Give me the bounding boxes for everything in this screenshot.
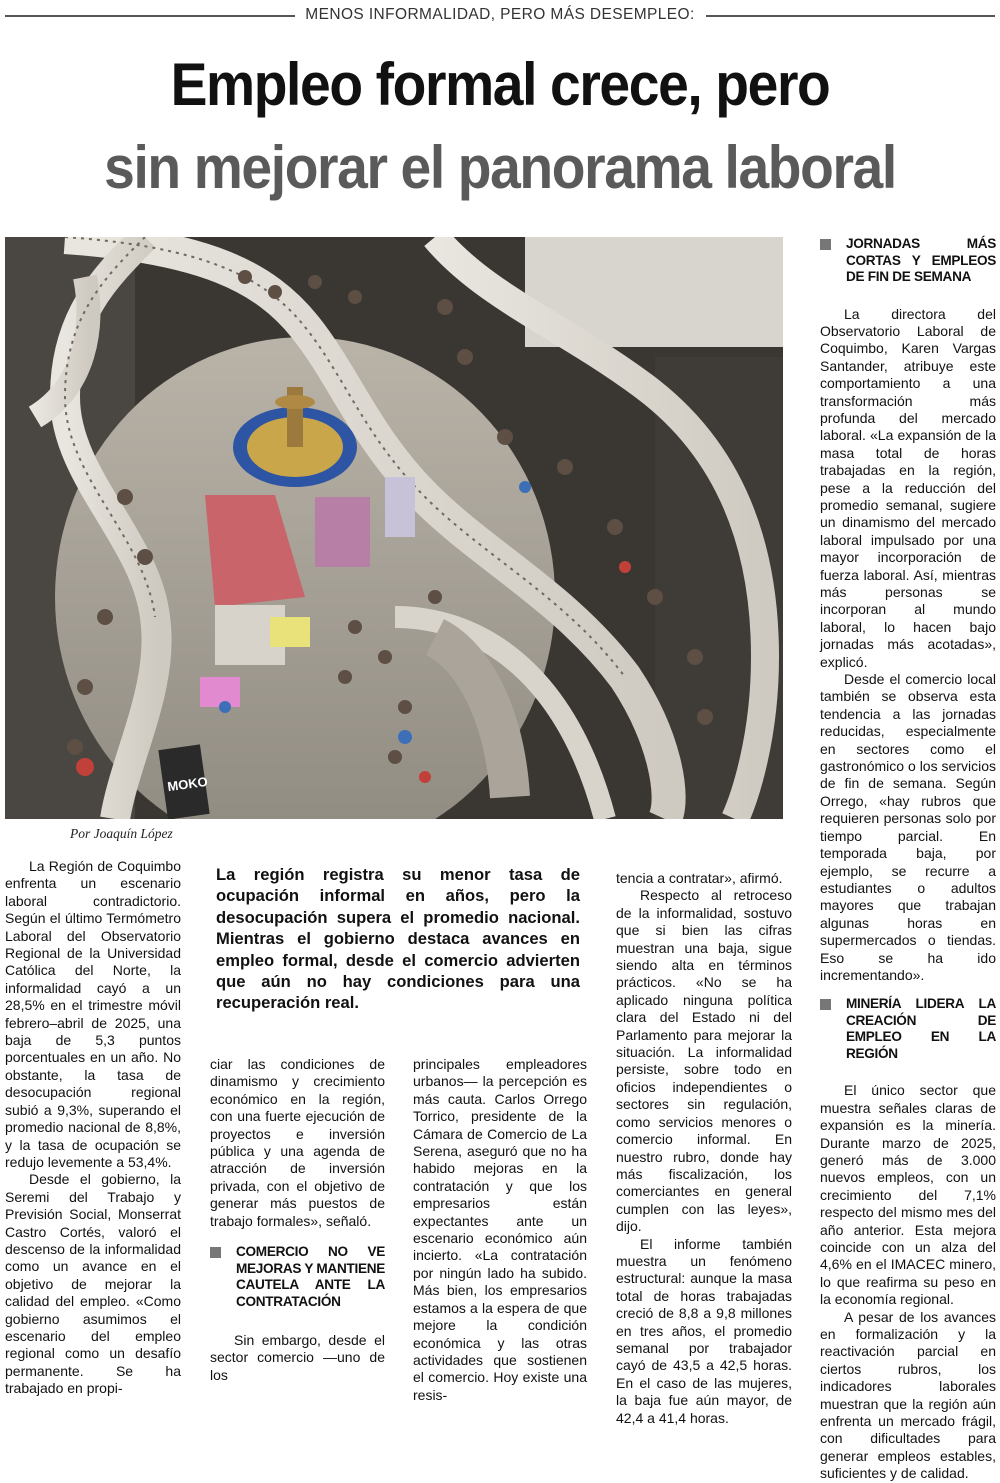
subhead-square-icon — [820, 999, 831, 1010]
headline-line-2: sin mejorar el panorama laboral — [104, 134, 896, 201]
paragraph: A pesar de los avances en formalización y la reactivación parcial en ciertos rubros, los indicadores laborales muestran que la región aún enfrenta un mercado frágil, con dificultades para generar empleos estables, suficientes y de calidad. — [820, 1308, 996, 1482]
kicker-bar — [0, 4, 1000, 26]
subhead-jornadas-text: JORNADAS MÁS CORTAS Y EMPLEOS DE FIN DE SEMANA — [846, 236, 996, 284]
paragraph: Desde el comercio local también se observa esta tendencia a las jornadas reducidas, especialmente en sectores como el gastronómico o los servicios de fin de semana. Según Orrego, «hay rubros que requieren personas solo por tiempo parcial. En temporada baja, por ejemplo, se recurre a estudiantes o adultos mayores que trabajan algunas horas en supermercados o tiendas. Eso se ha ido incrementando». — [820, 671, 996, 983]
lead-summary: La región registra su menor tasa de ocupación informal en años, pero la desocupación supera el promedio nacional. Mientras el gobierno destaca avances en empleo formal, desde el comercio advierten que aún no hay condiciones para una recuperación real. — [216, 865, 580, 1013]
headline-line-1: Empleo formal crece, pero — [170, 51, 830, 118]
paragraph: tencia a contratar», afirmó. — [616, 870, 783, 886]
column-5 — [820, 236, 996, 1483]
paragraph: El único sector que muestra señales claras de expansión es la minería. Durante marzo de 2025, generó más de 3.000 nuevos empleos, con un crecimiento del 7,1% respecto del mismo mes del año anterior. Esta mejora coincide con un alza del 4,6% en el IMACEC minero, lo que reafirma su peso en la economía regional. — [820, 1082, 996, 1308]
kicker-text: MENOS INFORMALIDAD, PERO MÁS DESEMPLEO: — [295, 6, 704, 23]
subhead-mineria-text: MINERÍA LIDERA LA CREACIÓN DE EMPLEO EN LA REGIÓN — [846, 996, 996, 1061]
paragraph: La Región de Coquimbo enfrenta un escenario laboral contradictorio. Según el último Termómetro Laboral del Observatorio Regional de la Universidad Católica del Norte, la informalidad cayó a un 28,5% en el trimestre móvil febrero–abril de 2025, una baja de 5,3 puntos porcentuales en un año. No obstante, la tasa de desocupación regional subió a 9,3%, superando el promedio nacional de 8,8%, y la tasa de ocupación se redujo levemente a 53,4%. — [5, 858, 181, 1170]
paragraph: La directora del Observatorio Laboral de Coquimbo, Karen Vargas Santander, atribuye este comportamiento a una transformación más profunda del mercado laboral. «La expansión de la masa total de horas trabajadas en la región, pese a la reducción del promedio semanal, sugiere un dinamismo del mercado laboral impulsado por una mayor incorporación de fuerza laboral. Así, mientras más personas se incorporan al mundo laboral, lo hacen bajo jornadas más acotadas», explicó. — [820, 305, 996, 670]
column-2 — [210, 1056, 385, 1384]
subhead-square-icon — [820, 239, 831, 250]
photo-shop-sign: MOKO — [166, 773, 209, 795]
subhead-square-icon — [210, 1247, 221, 1258]
paragraph: Respecto al retroceso de la informalidad, sostuvo que si bien las cifras muestran una baja, sigue siendo alta en términos prácticos. «No se ha aplicado ninguna política clara del Estado ni del Parlamento para mejorar la situación. La informalidad persiste, sobre todo en oficios independientes o sectores sin regulación, como servicios menores o comercio informal. En nuestro rubro, donde hay más fiscalización, los comerciantes en general cumplen con las leyes», dijo. — [616, 887, 792, 1235]
paragraph: Desde el gobierno, la Seremi del Trabajo y Previsión Social, Monserrat Castro Cortés, valoró el descenso de la informalidad como un avance en el objetivo de mejorar la calidad del empleo. «Como gobierno asumimos el escenario del empleo regional como un desafío permanente. Se ha trabajado en propi- — [5, 1171, 181, 1397]
column-1 — [5, 858, 181, 1398]
paragraph: El informe también muestra un fenómeno estructural: aunque la masa total de horas trabajadas creció de 8,8 a 9,8 millones en tres años, el promedio semanal por trabajador cayó de 43,5 a 42,5 horas. En el caso de las mujeres, la baja fue aún mayor, de 42,4 a 41,4 horas. — [616, 1235, 792, 1426]
subhead-jornadas — [820, 236, 996, 286]
paragraph: principales empleadores urbanos— la percepción es más cauta. Carlos Orrego Torrico, presidente de la Cámara de Comercio de La Serena, aseguró que no ha habido mejoras en la contratación y que los empresarios están expectantes ante un escenario económico aún incierto. «La contratación por ningún lado ha subido. Más bien, los empresarios estamos a la espera de que mejore la condición económica y las otras actividades que sostienen el comercio. Hoy existe una resis- — [413, 1056, 587, 1403]
paragraph: Sin embargo, desde el sector comercio —uno de los — [210, 1332, 385, 1383]
column-3 — [413, 1056, 587, 1404]
subhead-comercio — [210, 1244, 385, 1310]
paragraph: ciar las condiciones de dinamismo y crecimiento económico en la región, con una fuerte ejecución de proyectos e inversión pública y una agenda de atracción de inversión privada, con el objetivo de generar más puestos de trabajo formales», señaló. — [210, 1056, 385, 1229]
subhead-mineria — [820, 996, 996, 1062]
atrium-photo-illustration — [5, 237, 783, 819]
byline: Por Joaquín López — [70, 826, 173, 841]
subhead-comercio-text: COMERCIO NO VE MEJORAS Y MANTIENE CAUTELA ANTE LA CONTRATACIÓN — [236, 1244, 385, 1309]
column-4 — [616, 870, 792, 1427]
atrium-photo — [5, 237, 783, 819]
